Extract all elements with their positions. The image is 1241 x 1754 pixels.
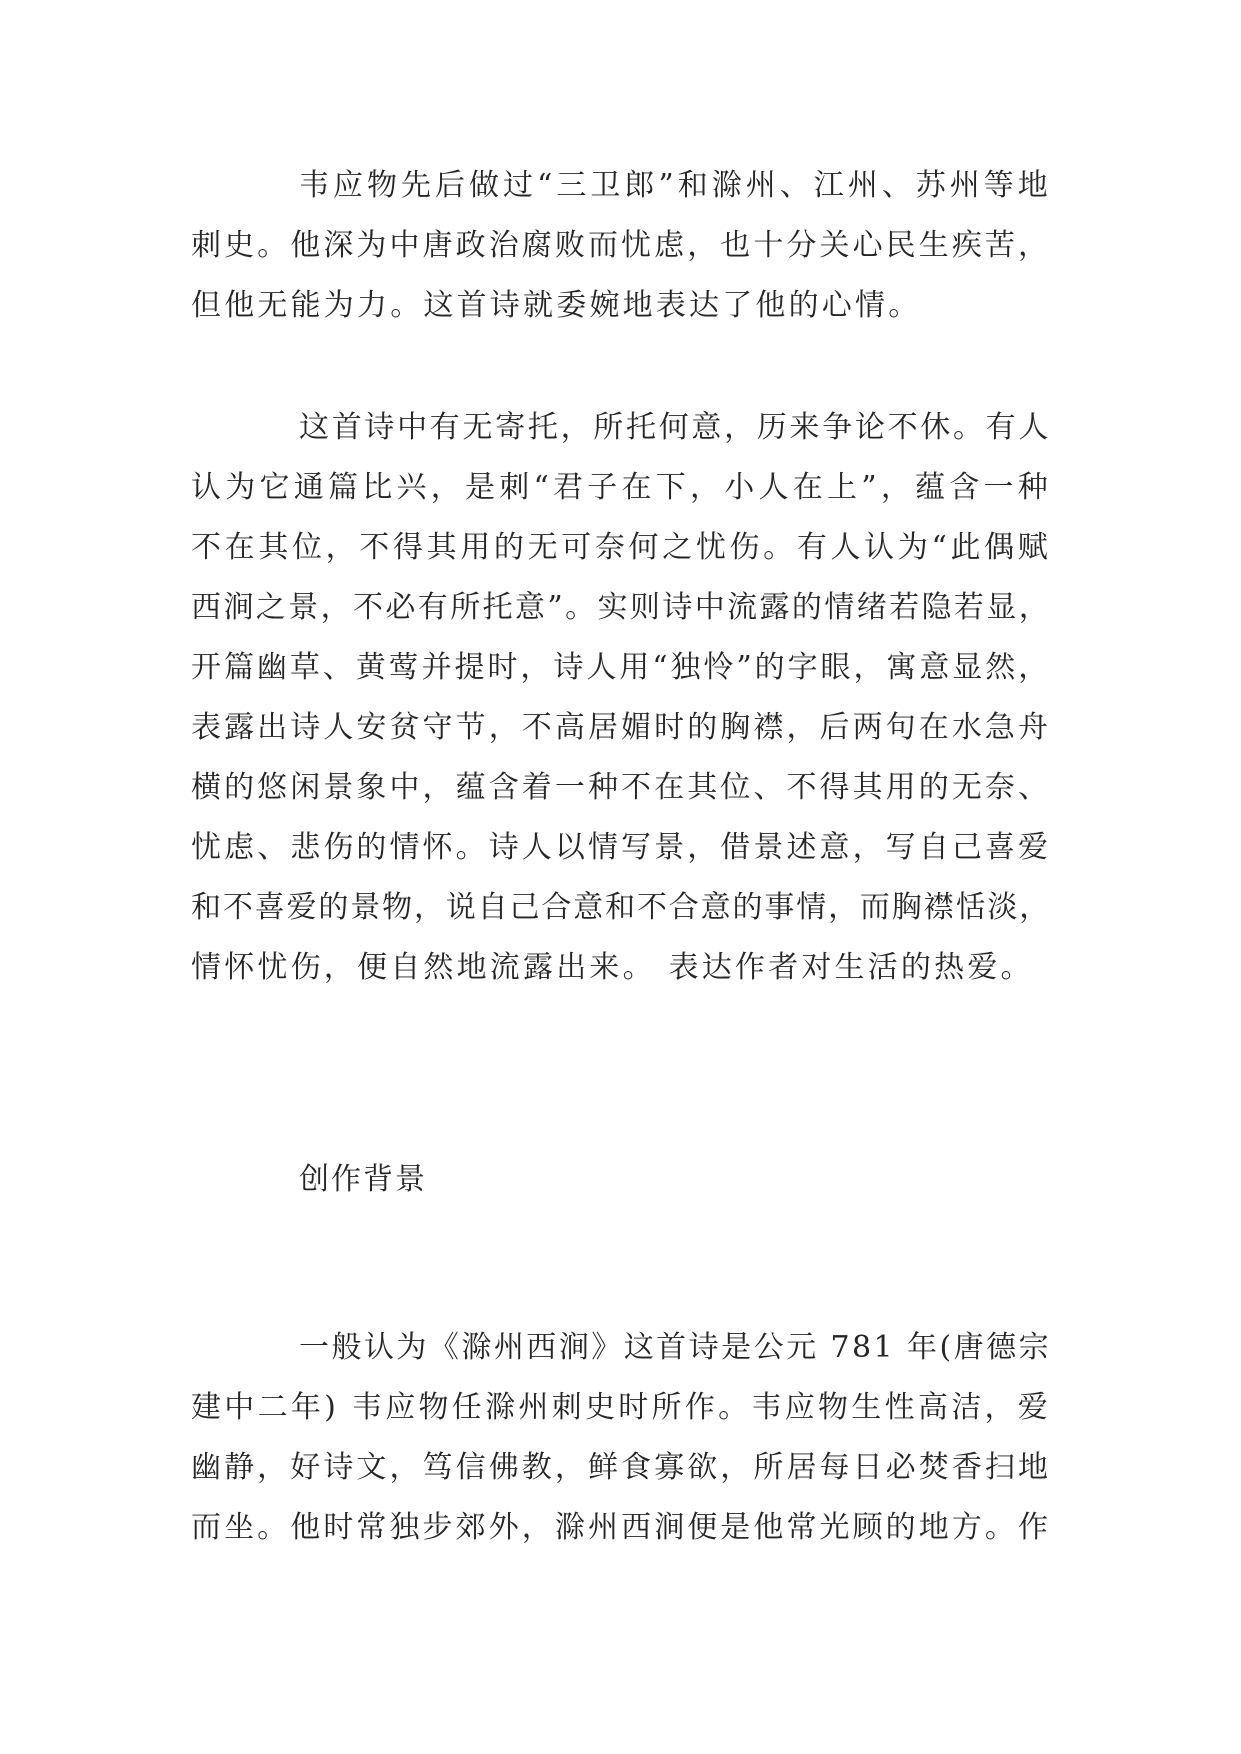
text-line: 情怀忧伤，便自然地流露出来。 表达作者对生活的热爱。 — [191, 950, 1034, 985]
text-line: 而坐。他时常独步郊外，滁州西涧便是他常光顾的地方。作 — [191, 1510, 1051, 1545]
paragraph-1 — [191, 156, 1051, 336]
text-line: 西涧之景，不必有所托意”。实则诗中流露的情绪若隐若显， — [191, 590, 1052, 625]
text-line: 横的悠闲景象中，蕴含着一种不在其位、不得其用的无奈、 — [191, 770, 1051, 805]
text-line: 和不喜爱的景物，说自己合意和不合意的事情，而胸襟恬淡， — [191, 890, 1051, 925]
section-heading: 创作背景 — [299, 1162, 427, 1197]
text-line: 不在其位，不得其用的无可奈何之忧伤。有人认为“此偶赋 — [191, 530, 1051, 565]
text-line: 幽静，好诗文，笃信佛教，鲜食寡欲，所居每日必焚香扫地 — [191, 1450, 1051, 1485]
text-line: 这首诗中有无寄托，所托何意，历来争论不休。有人 — [299, 410, 1051, 445]
text-line: 韦应物先后做过“三卫郎”和滁州、江州、苏州等地 — [299, 168, 1051, 203]
text-line: 建中二年) 韦应物任滁州刺史时所作。韦应物生性高洁，爱 — [191, 1390, 1051, 1425]
text-line: 认为它通篇比兴，是刺“君子在下，小人在上”，蕴含一种 — [191, 470, 1051, 505]
text-line: 开篇幽草、黄莺并提时，诗人用“独怜”的字眼，寓意显然， — [191, 650, 1051, 685]
text-line: 一般认为《滁州西涧》这首诗是公元 781 年(唐德宗 — [299, 1330, 1051, 1365]
paragraph-3 — [191, 1318, 1051, 1558]
text-line: 忧虑、悲伤的情怀。诗人以情写景，借景述意，写自己喜爱 — [191, 830, 1051, 865]
text-line: 但他无能为力。这首诗就委婉地表达了他的心情。 — [191, 288, 922, 323]
text-line: 表露出诗人安贫守节，不高居媚时的胸襟，后两句在水急舟 — [191, 710, 1051, 745]
paragraph-2 — [191, 398, 1051, 998]
text-line: 刺史。他深为中唐政治腐败而忧虑，也十分关心民生疾苦， — [191, 228, 1051, 263]
